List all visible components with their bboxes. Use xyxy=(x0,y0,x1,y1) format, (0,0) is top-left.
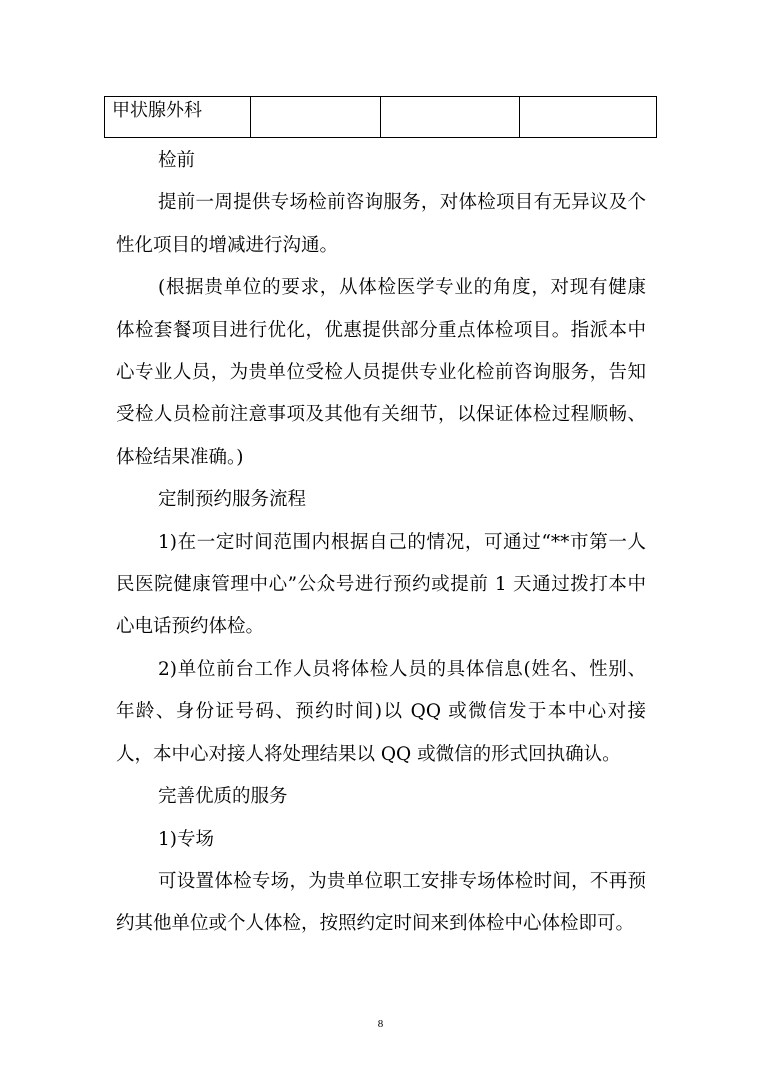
pre-exam-paragraph-1: 提前一周提供专场检前咨询服务，对体检项目有无异议及个性化项目的增减进行沟通。 xyxy=(116,192,646,256)
department-table xyxy=(104,96,657,138)
booking-heading: 定制预约服务流程 xyxy=(158,489,307,511)
service-item-1-text: 可设置体检专场，为贵单位职工安排专场体检时间，不再预约其他单位或个人体检，按照约定时间来到体检中心体检即可。 xyxy=(116,870,646,935)
booking-paragraph-2: 2)单位前台工作人员将体检人员的具体信息(姓名、性别、年龄、身份证号码、预约时间)以 QQ 或微信发于本中心对接人，本中心对接人将处理结果以 QQ 或微信的形式回执确认。 xyxy=(116,658,646,765)
service-heading: 完善优质的服务 xyxy=(158,786,288,808)
service-item-1-title: 1)专场 xyxy=(158,828,214,850)
body-text xyxy=(116,140,646,946)
pre-exam-paragraph-2: (根据贵单位的要求，从体检医学专业的角度，对现有健康体检套餐项目进行优化，优惠提供部分重点体检项目。指派本中心专业人员，为贵单位受检人员提供专业化检前咨询服务，告知受检人员检前注意事项及其他有关细节，以保证体检过程顺畅、体检结果准确。) xyxy=(116,277,646,468)
booking-paragraph-1: 1)在一定时间范围内根据自己的情况，可通过“**市第一人民医院健康管理中心”公众号进行预约或提前 1 天通过拨打本中心电话预约体检。 xyxy=(116,531,646,638)
table-cell-3 xyxy=(381,97,520,138)
department-cell: 甲状腺外科 xyxy=(105,97,251,138)
pre-exam-heading: 检前 xyxy=(158,150,196,171)
page-number: 8 xyxy=(377,1018,384,1030)
table-cell-4 xyxy=(520,97,657,138)
table-cell-2 xyxy=(251,97,381,138)
table-row xyxy=(105,97,657,138)
